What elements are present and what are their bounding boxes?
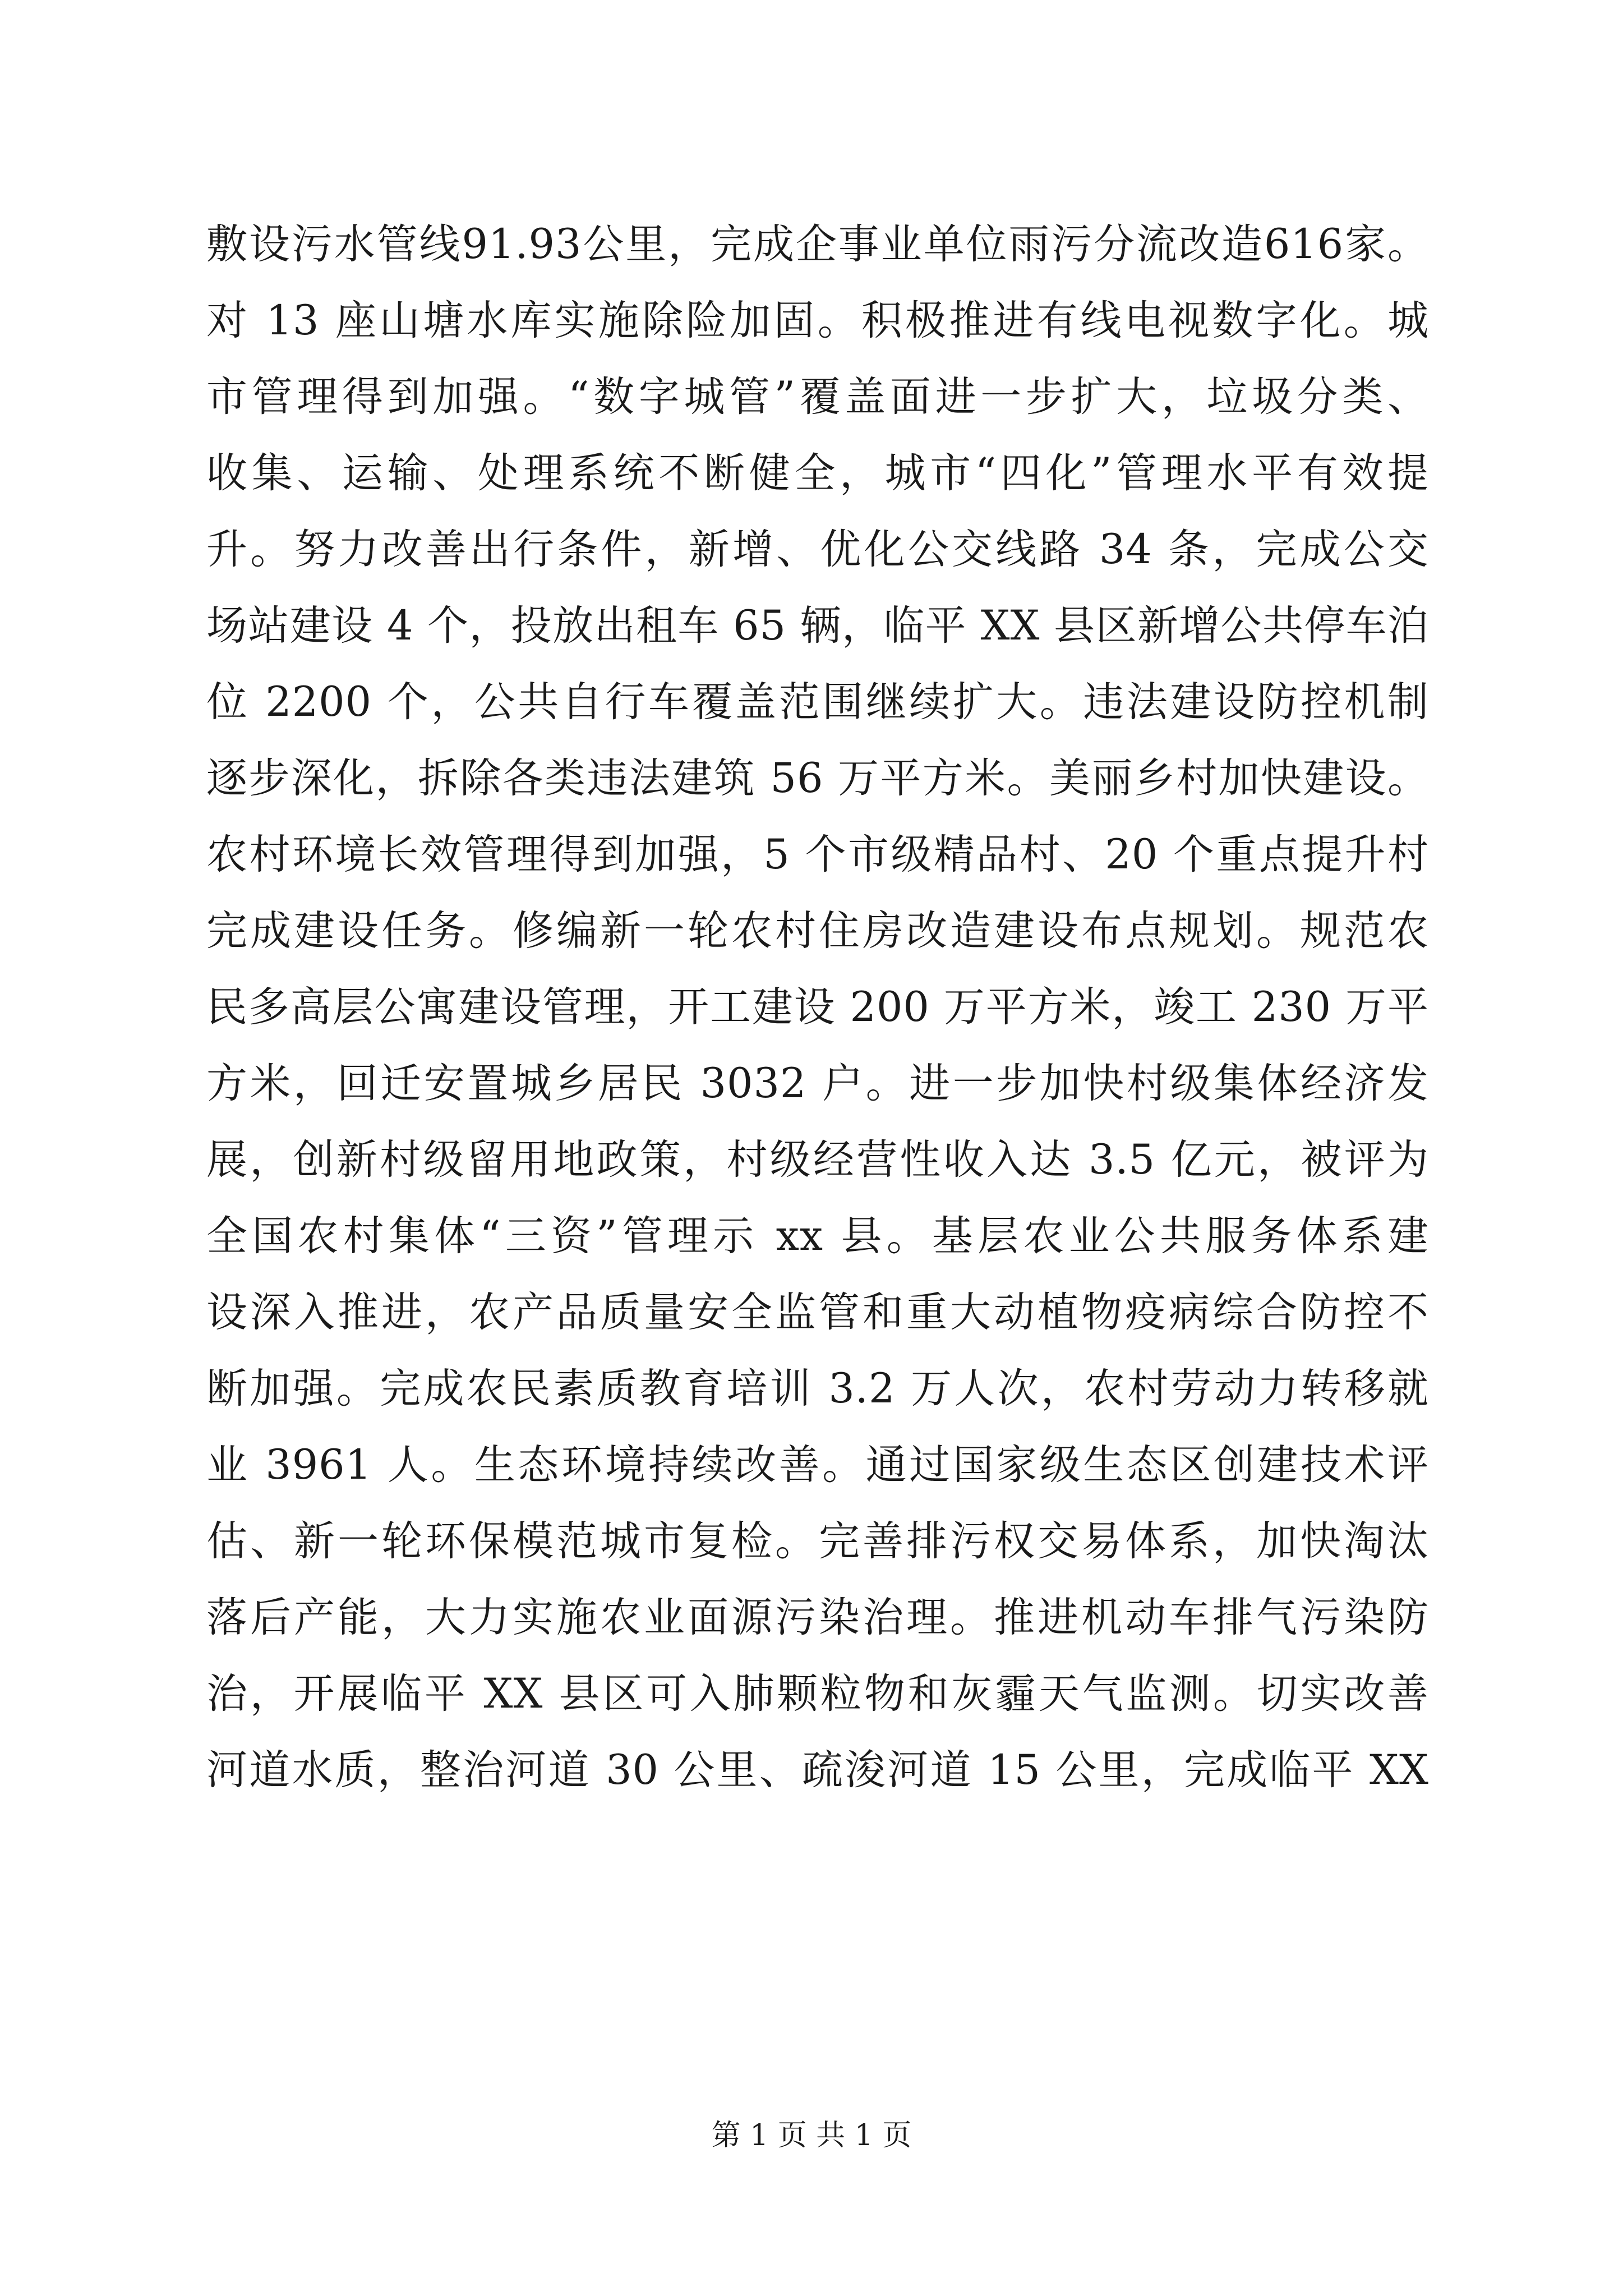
- text-line: 敷设污水管线91.93公里，完成企事业单位雨污分流改造616家。: [206, 220, 1429, 268]
- text-line: 市管理得到加强。“数字城管”覆盖面进一步扩大，垃圾分类、: [206, 373, 1429, 421]
- text-line: 落后产能，大力实施农业面源污染治理。推进机动车排气污染防: [206, 1594, 1429, 1641]
- text-line: 场站建设 4 个，投放出租车 65 辆，临平 XX 县区新增公共停车泊: [206, 602, 1429, 650]
- text-line: 逐步深化，拆除各类违法建筑 56 万平方米。美丽乡村加快建设。: [206, 754, 1429, 802]
- text-line: 展，创新村级留用地政策，村级经营性收入达 3.5 亿元，被评为: [206, 1136, 1429, 1184]
- text-line: 治，开展临平 XX 县区可入肺颗粒物和灰霾天气监测。切实改善: [206, 1670, 1429, 1718]
- text-line: 民多高层公寓建设管理，开工建设 200 万平方米，竣工 230 万平: [206, 983, 1429, 1031]
- text-line: 断加强。完成农民素质教育培训 3.2 万人次，农村劳动力转移就: [206, 1365, 1429, 1412]
- text-line: 设深入推进，农产品质量安全监管和重大动植物疫病综合防控不: [206, 1289, 1429, 1336]
- text-line: 河道水质，整治河道 30 公里、疏浚河道 15 公里，完成临平 XX: [206, 1746, 1429, 1794]
- page-footer: 第 1 页 共 1 页: [711, 2119, 912, 2152]
- text-line: 业 3961 人。生态环境持续改善。通过国家级生态区创建技术评: [206, 1441, 1429, 1489]
- text-line: 农村环境长效管理得到加强，5 个市级精品村、20 个重点提升村: [206, 831, 1429, 878]
- text-line: 升。努力改善出行条件，新增、优化公交线路 34 条，完成公交: [206, 526, 1429, 573]
- text-line: 方米，回迁安置城乡居民 3032 户。进一步加快村级集体经济发: [206, 1060, 1429, 1107]
- text-line: 估、新一轮环保模范城市复检。完善排污权交易体系，加快淘汰: [206, 1517, 1429, 1565]
- text-line: 收集、运输、处理系统不断健全，城市“四化”管理水平有效提: [206, 449, 1429, 497]
- body-text: [206, 206, 1429, 1809]
- text-line: 对 13 座山塘水库实施除险加固。积极推进有线电视数字化。城: [206, 297, 1429, 344]
- text-line: 全国农村集体“三资”管理示 xx 县。基层农业公共服务体系建: [206, 1212, 1429, 1260]
- text-line: 位 2200 个，公共自行车覆盖范围继续扩大。违法建设防控机制: [206, 678, 1429, 726]
- text-line: 完成建设任务。修编新一轮农村住房改造建设布点规划。规范农: [206, 907, 1429, 955]
